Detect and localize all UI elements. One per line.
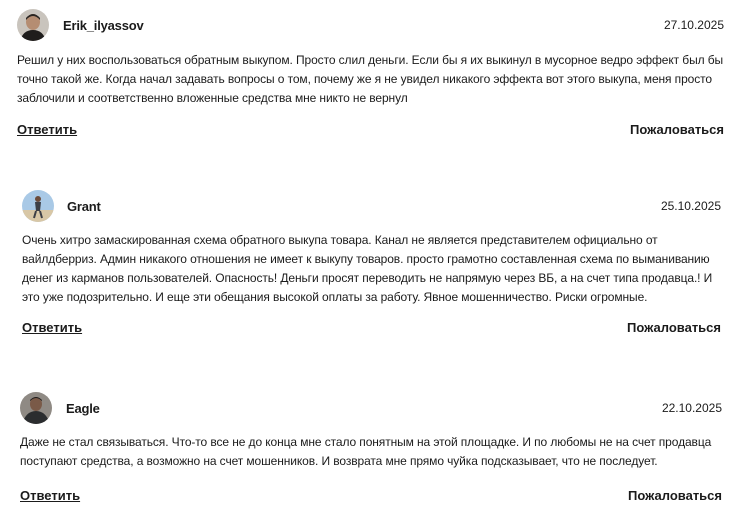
review-date: 27.10.2025: [663, 18, 724, 32]
reply-link[interactable]: Ответить: [22, 320, 83, 335]
author-name[interactable]: Grant: [67, 199, 101, 214]
report-link[interactable]: Пожаловаться: [628, 488, 722, 503]
author-name[interactable]: Erik_ilyassov: [63, 18, 144, 33]
report-link[interactable]: Пожаловаться: [627, 320, 721, 335]
review-text: Очень хитро замаскированная схема обратного выкупа товара. Канал не является представителем официально от вайлдберриз. Админ никакого отношения не имеет к выкупу товаров. просто грамотно составленная схема по выманиванию денег из карманов пользователей. Опасность! Деньги просят переводить не напрямую через ВБ, а на счет типа продавца.! И это уже подозрительно. И еще эти обещания высокой оплаты за работу. Явное мошенничество. Риски огромные.: [22, 233, 713, 304]
review-header: [17, 9, 724, 49]
review-header: [20, 392, 722, 432]
review-item: [20, 392, 722, 503]
review-date: 25.10.2025: [660, 199, 721, 213]
reply-link[interactable]: Ответить: [17, 122, 78, 137]
review-header: [22, 190, 721, 230]
review-item: [22, 190, 721, 335]
review-date: 22.10.2025: [661, 401, 722, 415]
author-name[interactable]: Eagle: [66, 401, 100, 416]
review-actions: [17, 122, 724, 140]
review-text: Даже не стал связываться. Что-то все не до конца мне стало понятным на этой площадке. И по любомы не на счет продавца поступают средства, а возможно на счет мошенников. И возврата мне прямо чуйка подсказывает, что не последует.: [20, 435, 712, 468]
review-actions: [20, 488, 722, 506]
avatar[interactable]: [17, 9, 49, 41]
review-text: Решил у них воспользоваться обратным выкупом. Просто слил деньги. Если бы я их выкинул в мусорное ведро эффект был бы точно такой же. Когда начал задавать вопросы о том, почему же я не увидел никакого эффекта вот этого выкупа, меня просто заблочили и соответственно вложенные средства мне никто не вернул: [17, 53, 724, 105]
review-actions: [22, 320, 721, 338]
review-item: [17, 9, 724, 137]
reply-link[interactable]: Ответить: [20, 488, 81, 503]
report-link[interactable]: Пожаловаться: [630, 122, 724, 137]
avatar[interactable]: [22, 190, 54, 222]
avatar[interactable]: [20, 392, 52, 424]
